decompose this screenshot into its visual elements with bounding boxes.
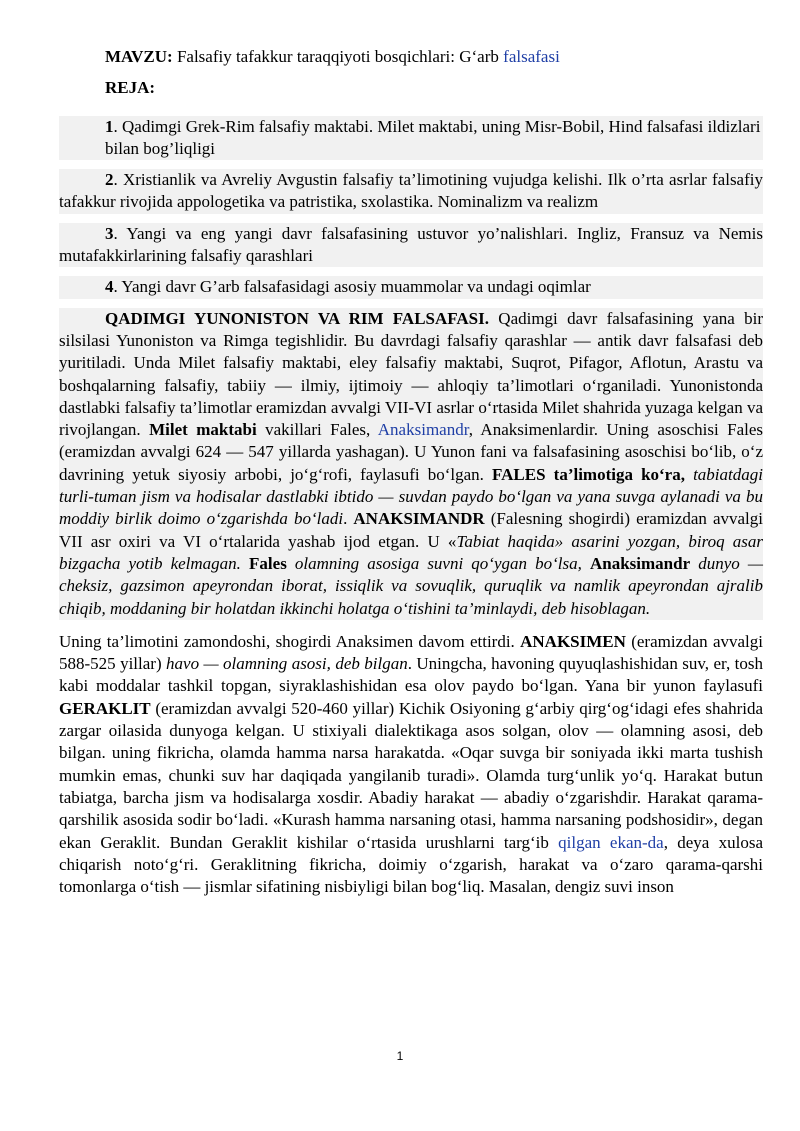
plan-item-number: 3 (105, 223, 114, 243)
section-anaksimen-geraklit: Uning ta’limotini zamondoshi, shogirdi Anaksimen davom ettirdi. ANAKSIMEN (eramizdan avvalgi 588-525 yillar) havo — olamning asosi, deb bilgan. Uningcha, havoning quyuqlashishidan suv, er, tosh kabi moddalar tashkil topgan, siyraklashishidan esa olov paydo bo‘lgan. Yana bir yunon faylasufi GERAKLIT (eramizdan avvalgi 520-460 yillar) Kichik Osiyoning g‘arbiy qirg‘og‘idagi efes shahrida zargar oilasida dunyoga kelgan. U stixiyali dialektikaga asos solgan, olov — olamning asosi, deb bilgan. uning fikricha, olamda hamma narsa harakatda. «Oqar suvga bir soniyada ikki marta tushish mumkin emas, chunki suv har daqiqada yangilanib turadi». Olamda turg‘unlik yo‘q. Harakat butun tabiatga, barcha jism va hodisalarga xosdir. Abadiy harakat — abadiy o‘zgarishdir. Harakat qarama-qarshilik asosida sodir bo‘ladi. «Kurash hamma narsaning otasi, hamma narsaning podshosidir», degan ekan Geraklit. Bundan Geraklit kishilar o‘rtasida urushlarni targ‘ib qilgan ekan-da, deya xulosa chiqarish noto‘g‘ri. Geraklitning fikricha, doimiy o‘zgarish, harakat va o‘zaro qarama-qarshi tomonlarga o‘tish — jismlar sifatining nisbiyligi bilan bog‘liq. Masalan, dengiz suvi inson (59, 631, 763, 897)
plan-item-number: 1 (105, 116, 114, 136)
topic-text: Falsafiy tafakkur taraqqiyoti bosqichlari: G‘arb (172, 47, 504, 66)
plan-item-3 (59, 223, 763, 268)
section-greek-rome: QADIMGI YUNONISTON VA RIM FALSAFASI. Qadimgi davr falsafasining yana bir silsilasi Yunoniston va Rimga tegishlidir. Bu davrdagi falsafiy qarashlar — antik davr falsafasi deb yuritiladi. Unda Milet falsafiy maktabi, eley falsafiy maktabi, Suqrot, Pifagor, Aflotun, Arastu va boshqalarning falsafiy, tabiiy — ilmiy, ijtimoiy — ahloqiy ta’limotlari o‘rganiladi. Yunonistonda dastlabki falsafiy ta’limotlar eramizdan avvalgi VII-VI asrlar o‘rtasida Milet shahrida yuzaga kelgan va rivojlangan. Milet maktabi vakillari Fales, Anaksimandr, Anaksimenlardir. Uning asoschisi Fales (eramizdan avvalgi 624 — 547 yillarda yashagan). U Yunon fani va falsafasining asoschisi bo‘lib, o‘z davrining yetuk siyosiy arbobi, jo‘g‘rofi, faylasufi bo‘lgan. FALES ta’limotiga ko‘ra, tabiatdagi turli-tuman jism va hodisalar dastlabki ibtido — suvdan paydo bo‘lgan va yana suvga aylanadi va bu moddiy birlik doimo o‘zgarishda bo‘ladi. ANAKSIMANDR (Falesning shogirdi) eramizdan avvalgi VII asr oxiri va VI o‘rtalarida yashab ijod etgan. U «Tabiat haqida» asarini yozgan, biroq asar bizgacha yotib kelmagan. Fales olamning asosiga suvni qo‘ygan bo‘lsa, Anaksimandr dunyo — cheksiz, gazsimon apeyrondan iborat, issiqlik va sovuqlik, quruqlik va namlik apeyrondan ajralib chiqib, moddaning bir holatdan ikkinchi holatga o‘tishini ta’minlaydi, deb hisoblagan. (59, 308, 763, 620)
plan-item-4 (59, 276, 763, 298)
plan-item-text: . Xristianlik va Avreliy Avgustin falsafiy ta’limotining vujudga kelishi. Ilk o’rta asrlar falsafiy tafakkur rivojida appologetika va patristika, sxolastika. Nominalizm va realizm (59, 170, 763, 212)
plan-item-text: . Qadimgi Grek-Rim falsafiy maktabi. Milet maktabi, uning Misr-Bobil, Hind falsafasi ildizlari bilan bog’liqligi (105, 116, 761, 158)
document-body (59, 46, 763, 898)
section-heading: QADIMGI YUNONISTON VA RIM FALSAFASI. (105, 308, 489, 328)
topic-label: MAVZU: (105, 47, 173, 66)
plan-title: REJA: (105, 78, 156, 98)
anaksimandr-link[interactable]: Anaksimandr (377, 420, 469, 440)
plan-item-text: . Yangi davr G’arb falsafasidagi asosiy muammolar va undagi oqimlar (113, 277, 591, 297)
topic-line (59, 46, 763, 68)
plan-item-text: . Yangi va eng yangi davr falsafasining ustuvor yo’nalishlari. Ingliz, Fransuz va Nemis mutafakkirlarining falsafiy qarashlari (59, 223, 763, 266)
inline-link[interactable]: qilgan ekan-da (558, 832, 664, 852)
plan-item-number: 2 (105, 170, 114, 190)
plan-item-1 (59, 116, 763, 161)
plan-item-2 (59, 169, 763, 214)
plan-item-number: 4 (105, 277, 114, 297)
topic-link[interactable]: falsafasi (503, 47, 560, 66)
page-number: 1 (396, 1049, 404, 1063)
